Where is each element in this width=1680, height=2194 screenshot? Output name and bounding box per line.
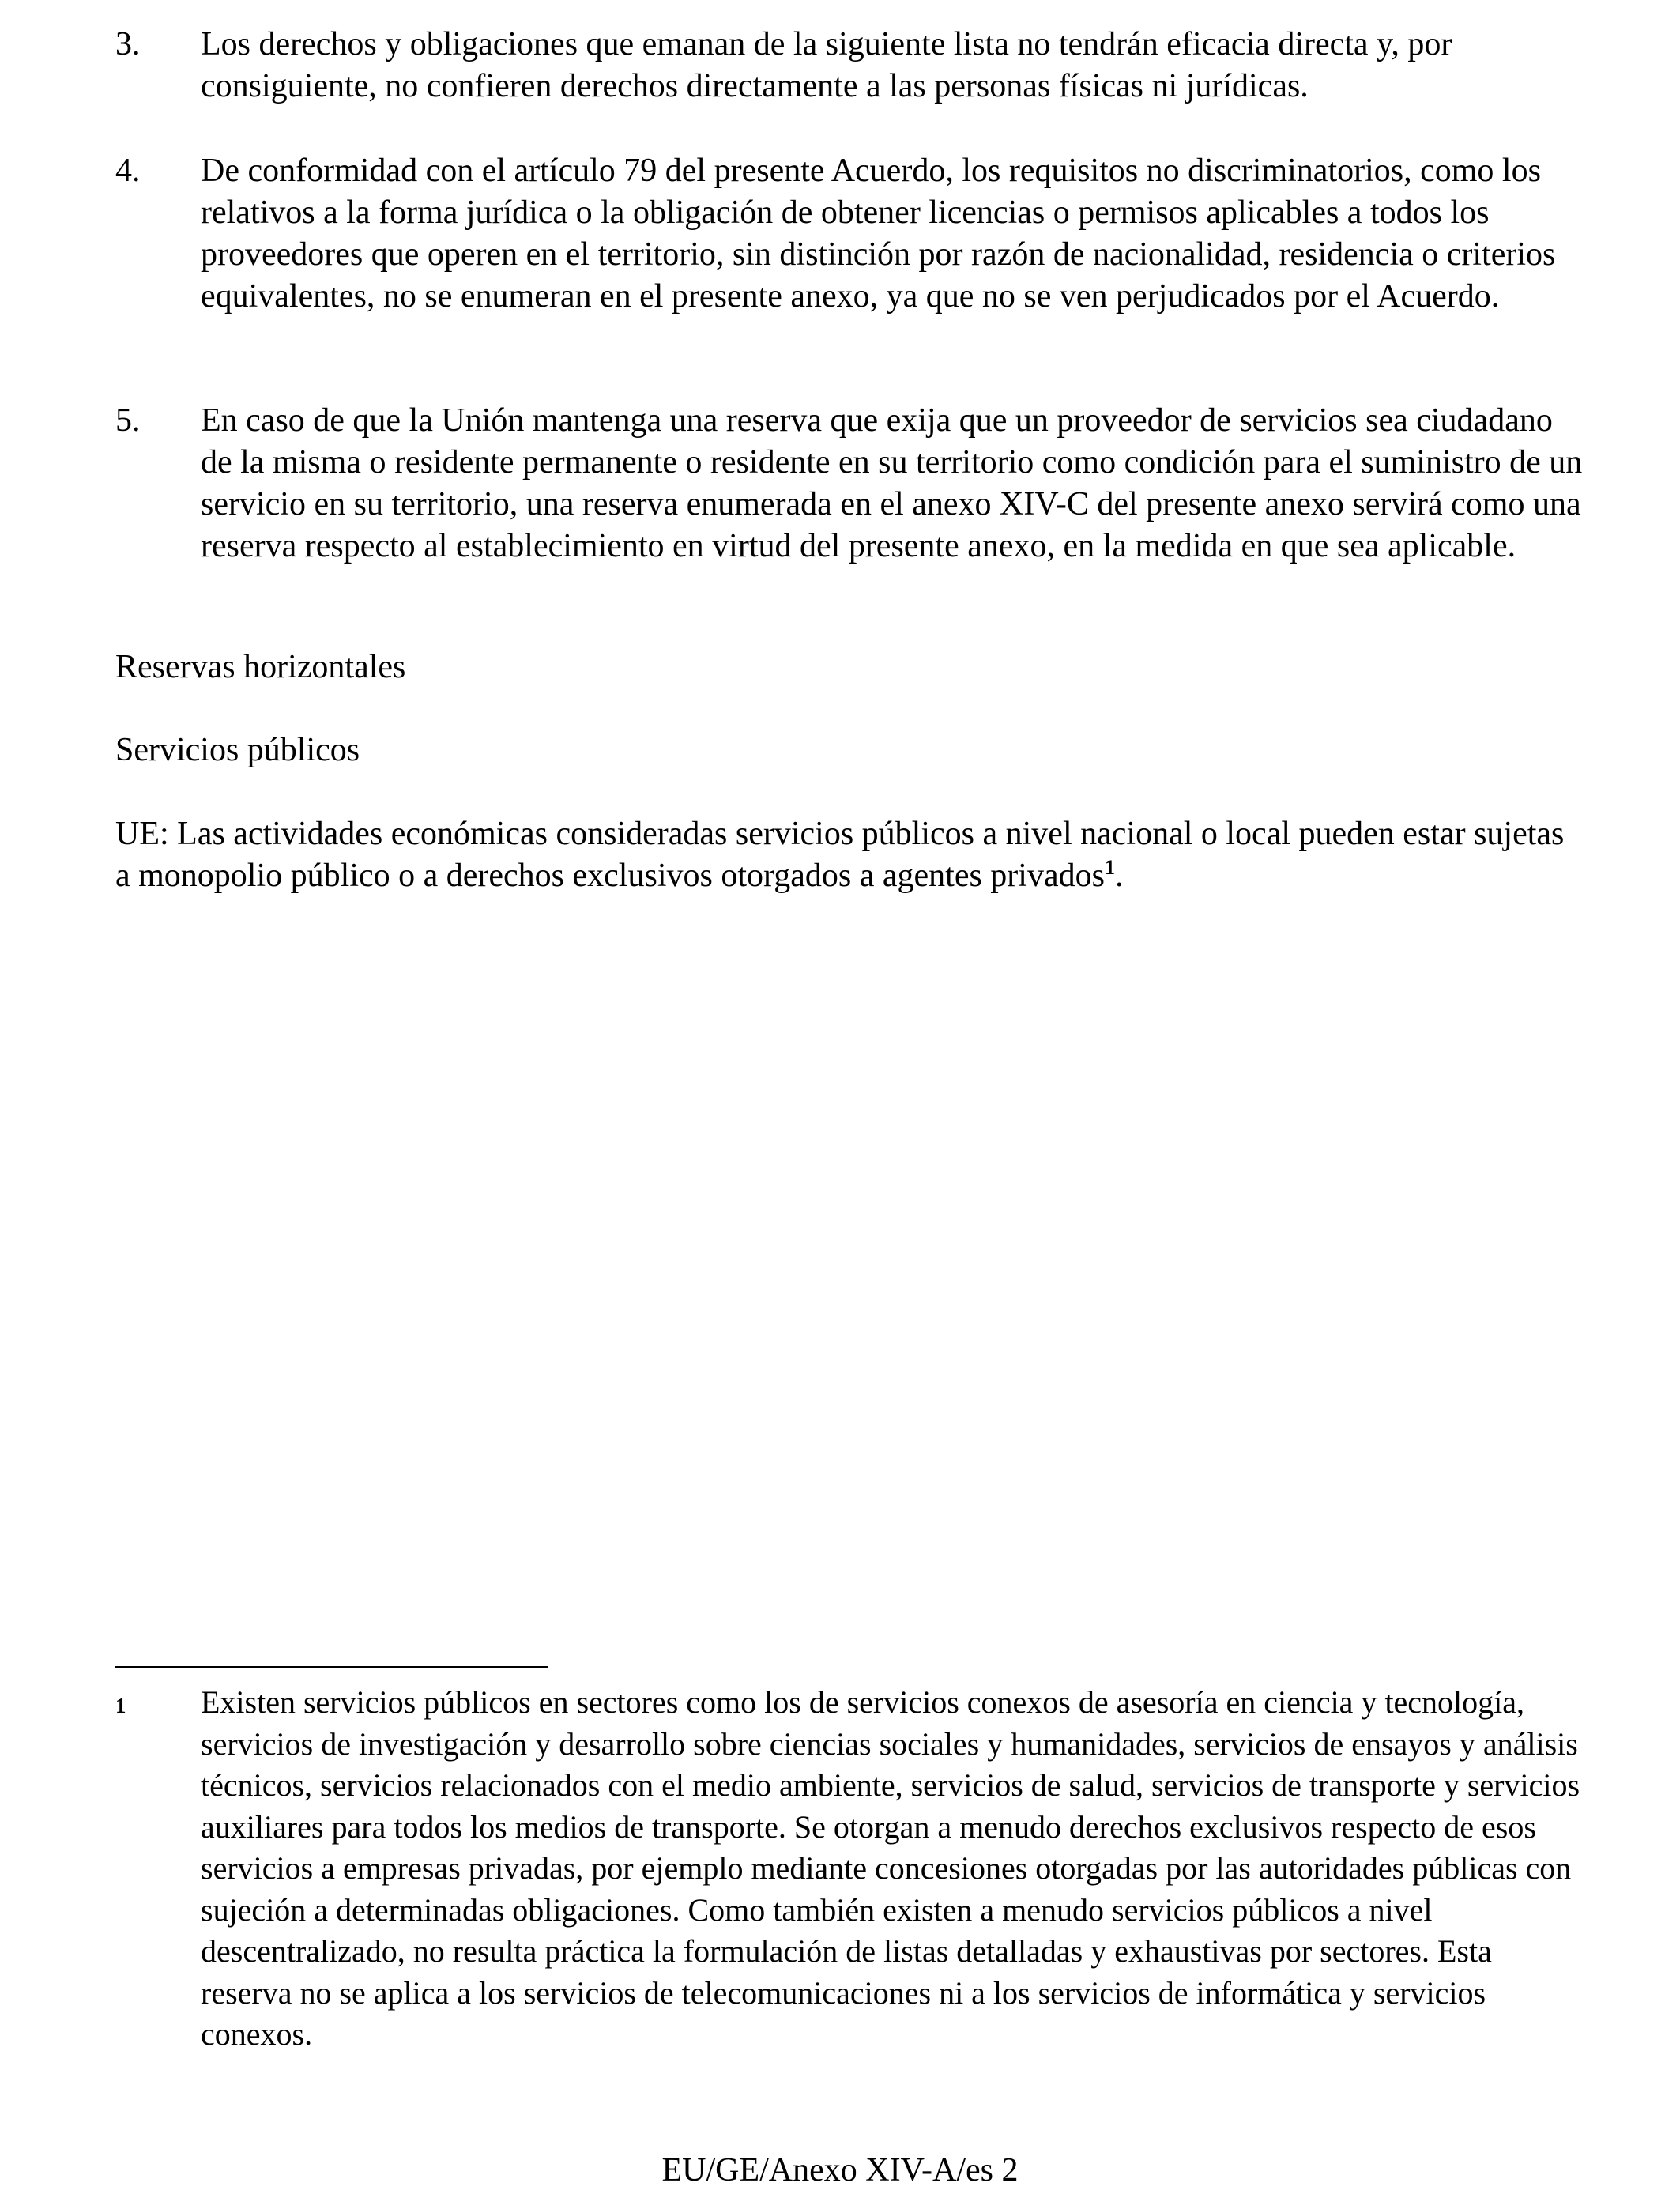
item-text: Los derechos y obligaciones que emanan de la siguiente lista no tendrán eficacia directa y, por consiguiente, no confieren derechos directamente a las personas físicas ni jurídicas. [201,26,1452,104]
footnote-text: Existen servicios públicos en sectores como los de servicios conexos de asesoría en ciencia y tecnología, servicios de investigación y desarrollo sobre ciencias sociales y humanidades, servicios de ensayos y análisis técnicos, servicios relacionados con el medio ambiente, servicios de salud, servicios de transporte y servicios auxiliares para todos los medios de transporte. Se otorgan a menudo derechos exclusivos respecto de esos servicios a empresas privadas, por ejemplo mediante concesiones otorgadas por las autoridades públicas con sujeción a determinadas obligaciones. Como también existen a menudo servicios públicos a nivel descentralizado, no resulta práctica la formulación de listas detalladas y exhaustivas por sectores. Esta reserva no se aplica a los servicios de telecomunicaciones ni a los servicios de informática y servicios conexos. [201,1684,1580,2052]
item-text: De conformidad con el artículo 79 del presente Acuerdo, los requisitos no discriminatorios, como los relativos a la forma jurídica o la obligación de obtener licencias o permisos aplicables a todos los proveedores que operen en el territorio, sin distinción por razón de nacionalidad, residencia o criterios equivalentes, no se enumeran en el presente anexo, ya que no se ven perjudicados por el Acuerdo. [201,153,1556,315]
footnote [115,1682,1585,2056]
heading-servicios-publicos: Servicios públicos [115,732,360,768]
heading-reservas-horizontales: Reservas horizontales [115,649,406,685]
item-number: 4. [115,153,141,189]
item-number: 3. [115,26,141,62]
list-item-5 [115,400,1585,567]
footnote-mark: 1 [115,1694,126,1717]
list-item-4 [115,150,1585,318]
item-number: 5. [115,402,141,439]
ue-paragraph-text: UE: Las actividades económicas consideradas servicios públicos a nivel nacional o local pueden estar sujetas a monopolio público o a derechos exclusivos otorgados a agentes privados [115,816,1565,894]
list-item-3 [115,24,1585,107]
footnote-reference[interactable]: 1 [1104,856,1115,879]
item-text: En caso de que la Unión mantenga una reserva que exija que un proveedor de servicios sea ciudadano de la misma o residente permanente o residente en su territorio como condición para el suministro de un servicio en su territorio, una reserva enumerada en el anexo XIV-C del presente anexo servirá como una reserva respecto al establecimiento en virtud del presente anexo, en la medida en que sea aplicable. [201,402,1583,564]
ue-paragraph [115,813,1585,897]
footnote-separator [115,1666,548,1668]
page-footer: EU/GE/Anexo XIV-A/es 2 [661,2152,1019,2188]
ue-paragraph-end: . [1114,858,1124,894]
